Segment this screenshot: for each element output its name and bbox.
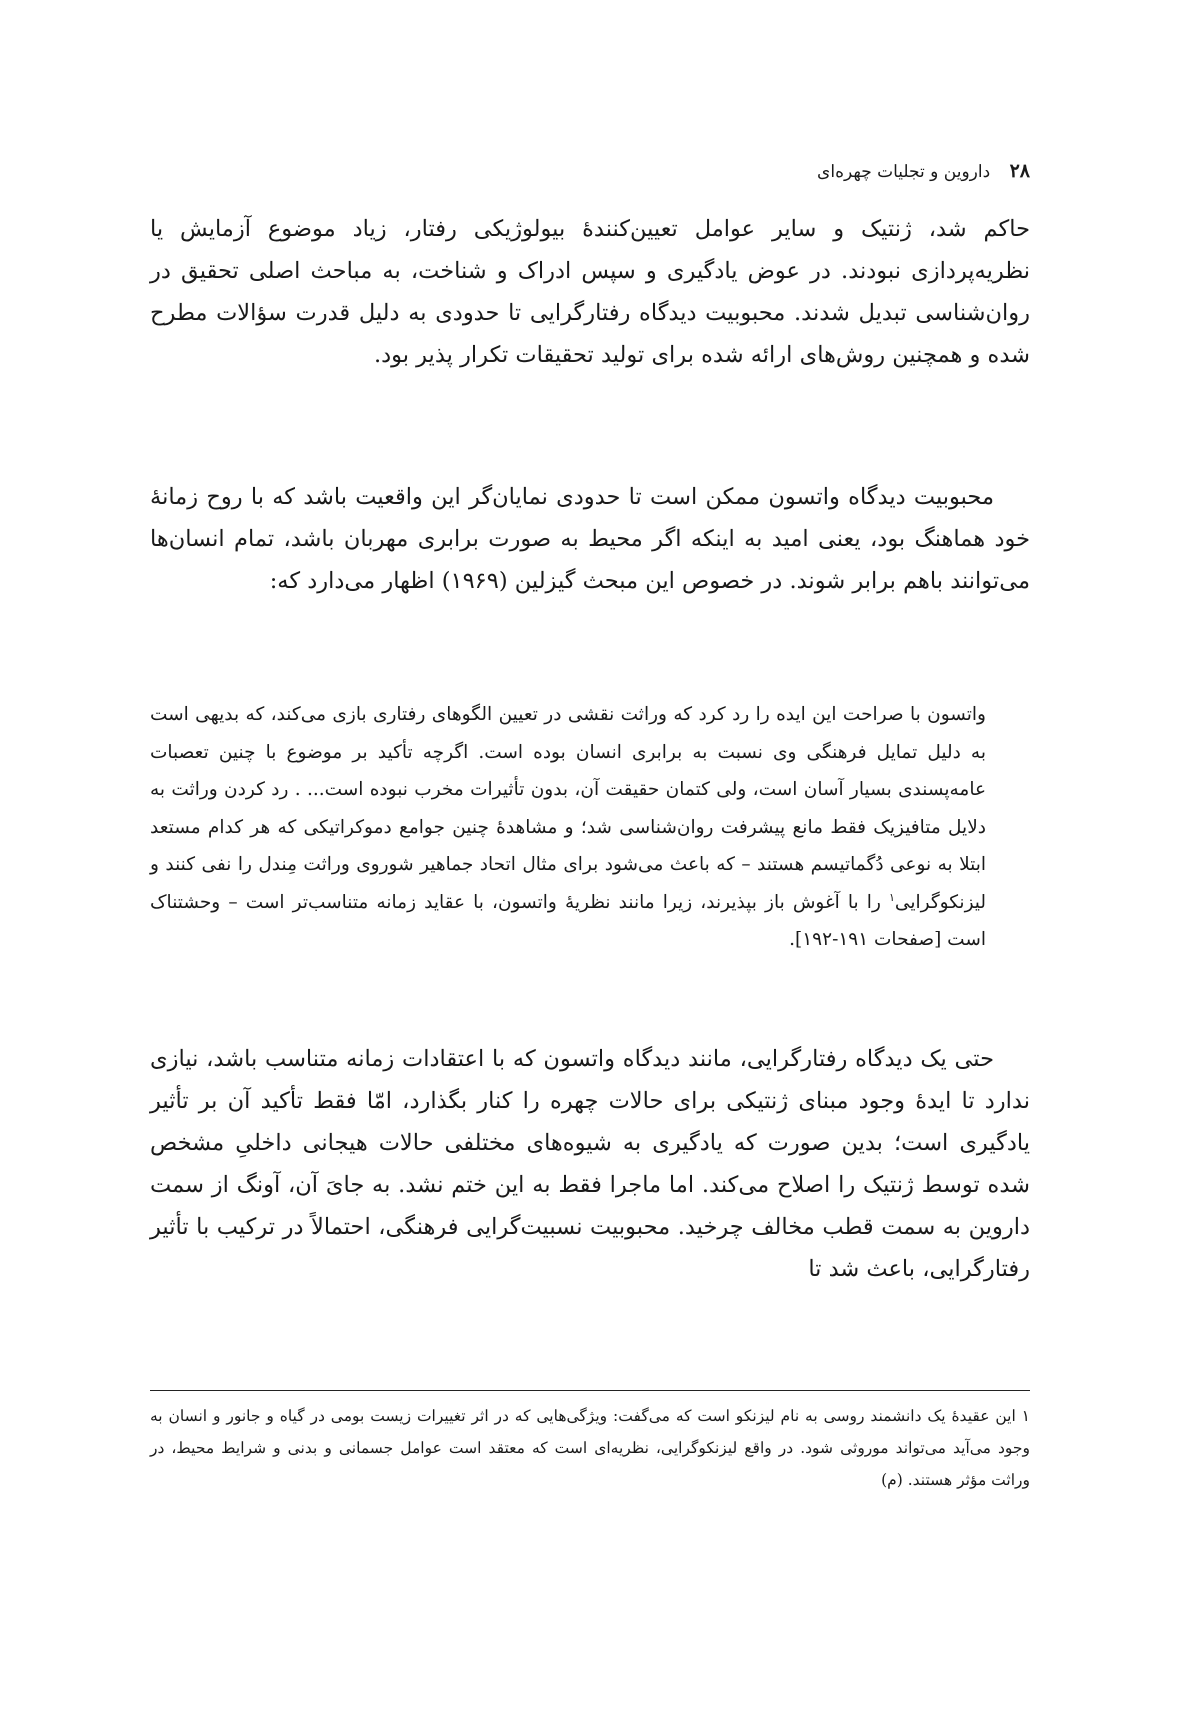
page-number: ۲۸	[1009, 160, 1030, 182]
block-quote	[150, 696, 986, 959]
footnote-text: ۱ این عقیدۀ یک دانشمند روسی به نام لیزنکو است که می‌گفت: ویژگی‌هایی که در اثر تغییرات زیست بومی در گیاه و جانور و انسان به وجود می‌آید می‌تواند موروثی شود. در واقع لیزنکوگرایی، نظریه‌ای است که معتقد است عوامل جسمانی و بدنی و شرایط محیط، در وراثت مؤثر هستند. (م)	[150, 1407, 1030, 1489]
quote-text-part-1: واتسون با صراحت این ایده را رد کرد که وراثت نقشی در تعیین الگوهای رفتاری بازی می‌کند، که بدیهی است به دلیل تمایل فرهنگی وی نسبت به برابری انسان بوده است. اگرچه تأکید بر موضوع با چنین تعصبات عامه‌پسندی بسیار آسان است، ولی کتمان حقیقت آن، بدون تأثیرات مخرب نبوده است... . رد کردن وراثت به دلایل متافیزیک فقط مانع پیشرفت روان‌شناسی شد؛ و مشاهدۀ چنین جوامع دموکراتیکی که هر کدام مستعد ابتلا به نوعی دُگماتیسم هستند – که باعث می‌شود برای مثال اتحاد جماهیر شوروی وراثت مِندل را نفی کنند و لیزنکوگرایی	[150, 704, 986, 913]
quote-text-part-2: را با آغوش باز بپذیرند، زیرا مانند نظریۀ واتسون، با عقاید زمانه متناسب‌تر است – وحشتناک است [صفحات ۱۹۱-۱۹۲].	[150, 891, 986, 950]
paragraph-3: حتی یک دیدگاه رفتارگرایی، مانند دیدگاه واتسون که با اعتقادات زمانه متناسب باشد، نیازی ندارد تا ایدۀ وجود مبنای ژنتیکی برای حالات چهره را کنار بگذارد، امّا فقط تأکید آن بر تأثیر یادگیری است؛ بدین صورت که یادگیری به شیوه‌های مختلفی حالات هیجانی داخلیِ مشخص شده توسط ژنتیک را اصلاح می‌کند. اما ماجرا فقط به این ختم نشد. به جایَ آن، آونگ از سمت داروین به سمت قطب مخالف چرخید. محبوبیت نسبیت‌گرایی فرهنگی، احتمالاً در ترکیب با تأثیر رفتارگرایی، باعث شد تا	[150, 1046, 1030, 1282]
paragraph-1: حاکم شد، ژنتیک و سایر عوامل تعیین‌کنندۀ بیولوژیکی رفتار، زیاد موضوع آزمایش یا نظریه‌پردازی نبودند. در عوض یادگیری و سپس ادراک و شناخت، به مباحث اصلی تحقیق در روان‌شناسی تبدیل شدند. محبوبیت دیدگاه رفتارگرایی تا حدودی به دلیل قدرت سؤالات مطرح شده و همچنین روش‌های ارائه شده برای تولید تحقیقات تکرار پذیر بود.	[150, 216, 1030, 368]
paragraph-2: محبوبیت دیدگاه واتسون ممکن است تا حدودی نمایان‌گر این واقعیت باشد که با روح زمانۀ خود هماهنگ بود، یعنی امید به اینکه اگر محیط به صورت برابری مهربان باشد، تمام انسان‌ها می‌توانند باهم برابر شوند. در خصوص این مبحث گیزلین (۱۹۶۹) اظهار می‌دارد که:	[150, 484, 1030, 594]
footnote-divider	[150, 1390, 1030, 1391]
footnote-marker: ۱	[889, 890, 895, 904]
book-page	[150, 0, 1030, 1733]
running-head	[150, 160, 1030, 190]
running-title: داروین و تجلیات چهره‌ای	[817, 162, 991, 182]
